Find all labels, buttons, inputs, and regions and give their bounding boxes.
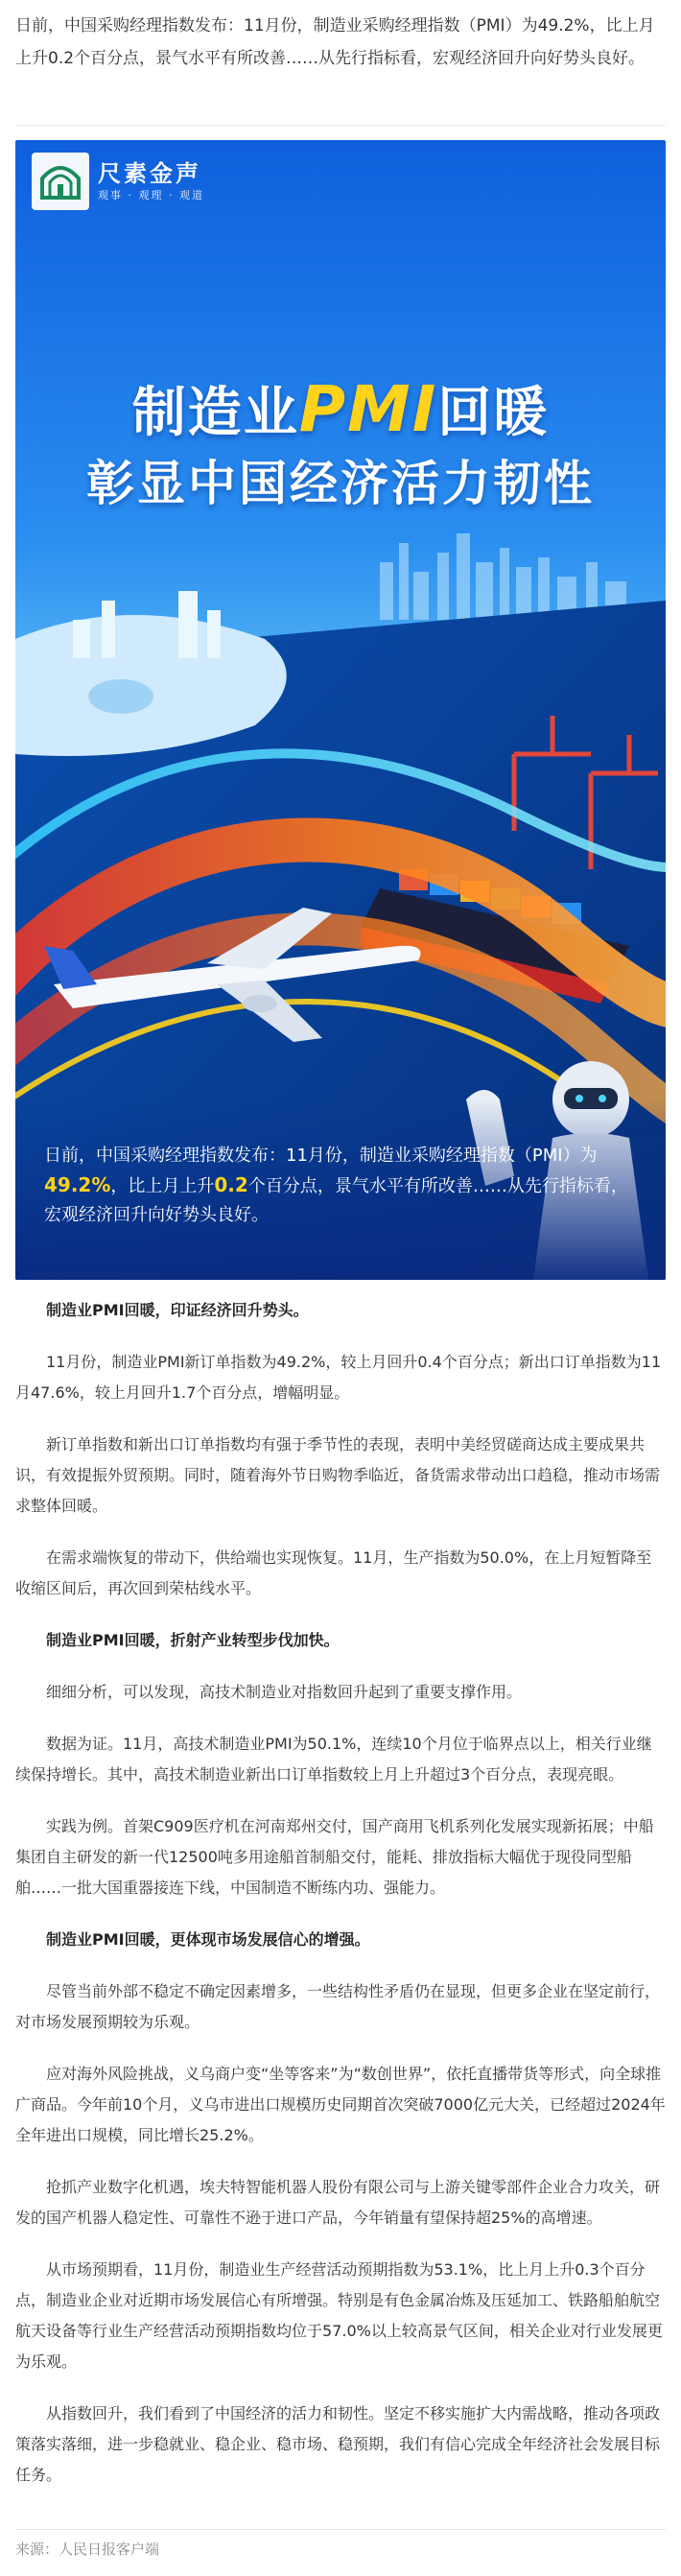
- logo-emblem-icon: [31, 152, 90, 211]
- article-paragraph: 新订单指数和新出口订单指数均有强于季节性的表现，表明中美经贸磋商达成主要成果共识，有效提振外贸预期。同时，随着海外节日购物季临近，备货需求带动出口趋稳，推动市场需求整体回暖。: [15, 1435, 661, 1515]
- title-text: 回暖: [437, 382, 550, 444]
- caption-pmi-value: 49.2%: [44, 1173, 111, 1196]
- article-paragraph: 实践为例。首架C909医疗机在河南郑州交付，国产商用飞机系列化发展实现新拓展；中船集团自主研发的新一代12500吨多用途船首制船交付，能耗、排放指标大幅优于现役同型船舶……一批大国重器接连下线，中国制造不断练内功、强能力。: [15, 1817, 654, 1897]
- divider: [15, 2529, 666, 2530]
- article-paragraph: 11月份，制造业PMI新订单指数为49.2%，较上月回升0.4个百分点；新出口订单指数为11月47.6%，较上月回升1.7个百分点，增幅明显。: [15, 1353, 662, 1402]
- title-pmi: PMI: [298, 372, 438, 446]
- article-paragraph: 尽管当前外部不稳定不确定因素增多，一些结构性矛盾仍在显现，但更多企业在坚定前行，对市场发展预期较为乐观。: [15, 1982, 661, 2031]
- divider: [15, 125, 666, 126]
- logo-name: 尺素金声: [98, 160, 201, 187]
- logo-tagline: 观事 · 观理 · 观道: [98, 189, 204, 201]
- intro-paragraph: 日前，中国采购经理指数发布：11月份，制造业采购经理指数（PMI）为49.2%，比上月上升0.2个百分点，景气水平有所改善……从先行指标看，宏观经济回升向好势头良好。: [15, 16, 655, 68]
- poster-title-line2: 彰显中国经济活力韧性: [86, 456, 595, 511]
- source-credit: 来源：人民日报客户端: [15, 2541, 160, 2558]
- caption-text: 日前，中国采购经理指数发布：11月份，制造业采购经理指数（PMI）为: [44, 1146, 598, 1166]
- article-paragraph: 应对海外风险挑战，义乌商户变“坐等客来”为“数创世界”，依托直播带货等形式，向全球推广商品。今年前10个月，义乌市进出口规模历史同期首次突破7000亿元大关，已经超过2024年全年进出口规模，同比增长25.2%。: [15, 2065, 666, 2144]
- title-text: 制造业: [131, 382, 299, 444]
- section-heading: 制造业PMI回暖，印证经济回升势头。: [46, 1301, 309, 1319]
- poster-caption: [44, 1142, 639, 1230]
- caption-points-value: 0.2: [214, 1173, 248, 1196]
- article-paragraph: 在需求端恢复的带动下，供给端也实现恢复。11月，生产指数为50.0%，在上月短暂降至收缩区间后，再次回到荣枯线水平。: [15, 1548, 652, 1597]
- poster-title-line1: [15, 370, 666, 447]
- brand-logo: [31, 148, 204, 215]
- article-paragraph: 抢抓产业数字化机遇，埃夫特智能机器人股份有限公司与上游关键零部件企业合力攻关，研发的国产机器人稳定性、可靠性不逊于进口产品，今年销量有望保持超25%的高增速。: [15, 2178, 661, 2227]
- article-paragraph: 从市场预期看，11月份，制造业生产经营活动预期指数为53.1%，比上月上升0.3个百分点，制造业企业对近期市场发展信心有所增强。特别是有色金属冶炼及压延加工、铁路船舶航空航天设备等行业生产经营活动预期指数均位于57.0%以上较高景气区间，相关企业对行业发展更为乐观。: [15, 2260, 663, 2371]
- article-body: [15, 1295, 666, 2512]
- article-paragraph: 从指数回升，我们看到了中国经济的活力和韧性。坚定不移实施扩大内需战略，推动各项政策落实落细，进一步稳就业、稳企业、稳市场、稳预期，我们有信心完成全年经济社会发展目标任务。: [15, 2404, 661, 2484]
- caption-text: 个百分点，景气水平有所改善……从先行指标看，宏观经济回升向好势头良好。: [44, 1176, 628, 1225]
- section-heading: 制造业PMI回暖，更体现市场发展信心的增强。: [46, 1930, 370, 1949]
- poster-illustration: [15, 140, 666, 1280]
- section-heading: 制造业PMI回暖，折射产业转型步伐加快。: [46, 1631, 340, 1649]
- caption-text: ，比上月上升: [110, 1176, 215, 1196]
- article-paragraph: 细细分析，可以发现，高技术制造业对指数回升起到了重要支撑作用。: [46, 1683, 523, 1701]
- article-paragraph: 数据为证。11月，高技术制造业PMI为50.1%，连续10个月位于临界点以上，相关行业继续保持增长。其中，高技术制造业新出口订单指数较上月上升超过3个百分点，表现亮眼。: [15, 1735, 652, 1784]
- poster-image: [15, 140, 666, 1280]
